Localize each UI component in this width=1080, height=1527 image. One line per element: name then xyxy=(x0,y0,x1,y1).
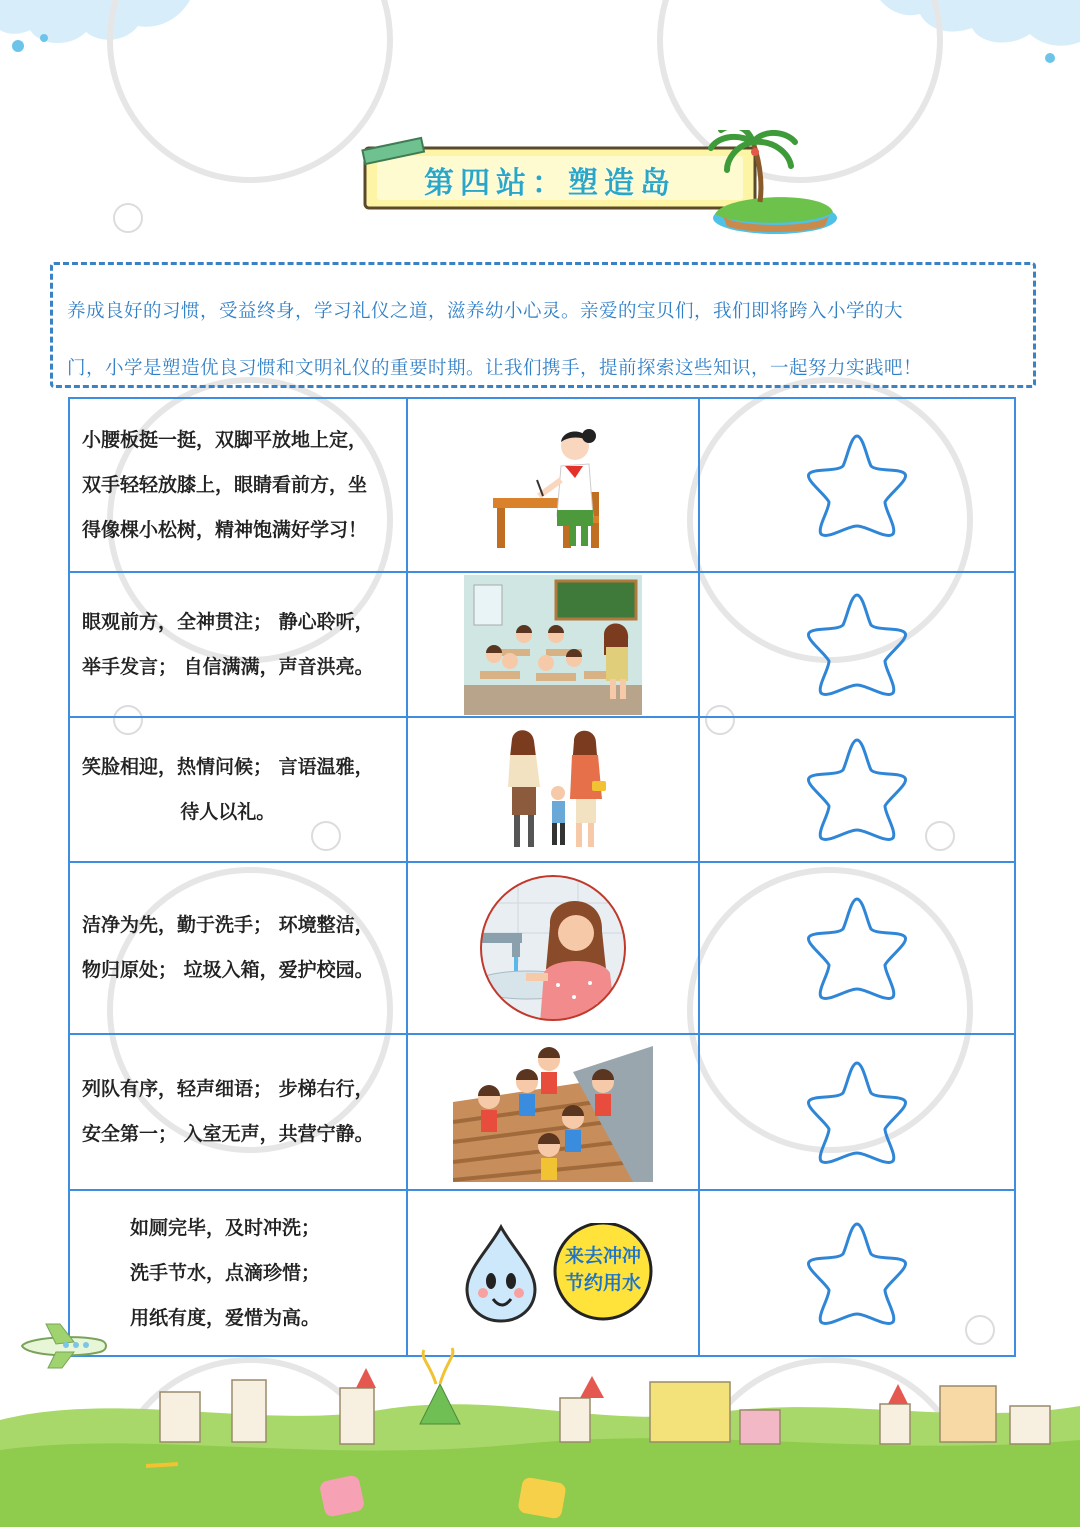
star-outline-icon[interactable] xyxy=(797,732,917,847)
star-outline-icon[interactable] xyxy=(797,1216,917,1331)
illustration-cell xyxy=(408,1191,700,1355)
verse-line: 举手发言； 自信满满，声音洪亮。 xyxy=(82,655,374,678)
rating-cell[interactable] xyxy=(700,1035,1014,1189)
rating-cell[interactable] xyxy=(700,1191,1014,1355)
verse-line: 洁净为先，勤于洗手； 环境整洁， xyxy=(82,914,374,936)
verse-cell xyxy=(70,863,408,1033)
rating-cell[interactable] xyxy=(700,399,1014,571)
girl-sitting-icon xyxy=(473,420,633,550)
page-title: 第四站：塑造岛 xyxy=(424,166,676,201)
hand-washing-icon xyxy=(478,873,628,1023)
verse-line: 小腰板挺一挺，双脚平放地上定， xyxy=(82,428,368,451)
rating-cell[interactable] xyxy=(700,718,1014,861)
illustration-cell xyxy=(408,718,700,861)
table-row xyxy=(70,1191,1014,1355)
town-landscape xyxy=(0,1340,1080,1527)
verse-line: 眼观前方，全神贯注； 静心聆听， xyxy=(82,610,374,633)
verse-line: 用纸有度，爱惜为高。 xyxy=(130,1306,321,1329)
star-outline-icon[interactable] xyxy=(797,1055,917,1170)
classroom-icon xyxy=(464,575,642,715)
verse-line: 笑脸相迎，热情问候； 言语温雅， xyxy=(82,755,374,778)
save-water-illustration xyxy=(453,1223,653,1323)
verse-line: 待人以礼。 xyxy=(180,800,276,823)
illustration-cell xyxy=(408,573,700,716)
rating-cell[interactable] xyxy=(700,573,1014,716)
star-outline-icon[interactable] xyxy=(797,891,917,1006)
verse-line: 得像棵小松树，精神饱满好学习！ xyxy=(82,518,368,541)
verse-cell xyxy=(70,1191,408,1355)
habit-table xyxy=(68,397,1016,1357)
table-row xyxy=(70,399,1014,573)
illustration-cell xyxy=(408,1035,700,1189)
table-row xyxy=(70,573,1014,718)
verse-line: 物归原处； 垃圾入箱，爱护校园。 xyxy=(82,959,374,981)
verse-cell xyxy=(70,1035,408,1189)
verse-cell xyxy=(70,573,408,716)
intro-line-2: 门，小学是塑造优良习惯和文明礼仪的重要时期。让我们携手，提前探索这些知识，一起努力实践吧！ xyxy=(67,358,923,379)
verse-cell xyxy=(70,399,408,571)
verse-line: 洗手节水，点滴珍惜； xyxy=(130,1261,321,1284)
star-outline-icon[interactable] xyxy=(797,587,917,702)
intro-box xyxy=(50,262,1036,388)
illustration-cell xyxy=(408,399,700,571)
verse-line: 安全第一； 入室无声，共营宁静。 xyxy=(82,1123,374,1145)
badge-line-1: 来去冲冲 xyxy=(564,1245,641,1267)
cloud-decoration xyxy=(0,0,1080,70)
table-row xyxy=(70,1035,1014,1191)
illustration-cell xyxy=(408,863,700,1033)
verse-line: 双手轻轻放膝上，眼睛看前方，坐 xyxy=(82,473,368,496)
verse-line: 如厕完毕，及时冲洗； xyxy=(130,1216,321,1239)
table-row xyxy=(70,718,1014,863)
greeting-icon xyxy=(496,727,610,853)
star-outline-icon[interactable] xyxy=(797,428,917,543)
table-row xyxy=(70,863,1014,1035)
intro-line-1: 养成良好的习惯，受益终身，学习礼仪之道，滋养幼小心灵。亲爱的宝贝们，我们即将跨入小学的大 xyxy=(67,301,904,322)
rating-cell[interactable] xyxy=(700,863,1014,1033)
stairs-icon xyxy=(453,1042,653,1182)
verse-cell xyxy=(70,718,408,861)
verse-line: 列队有序，轻声细语； 步梯右行， xyxy=(82,1078,374,1100)
badge-line-2: 节约用水 xyxy=(564,1272,641,1294)
